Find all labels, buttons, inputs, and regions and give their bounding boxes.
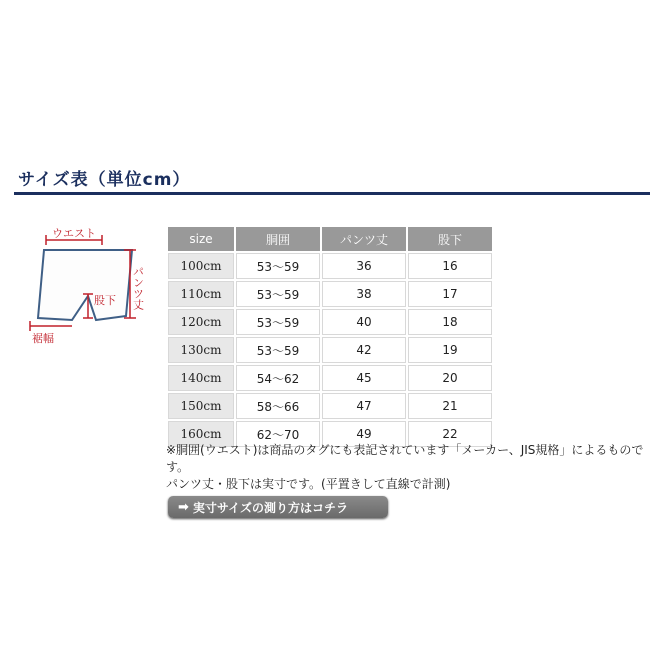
inseam-cell: 22 xyxy=(408,421,492,447)
title-divider xyxy=(14,192,650,195)
measure-guide-label: 実寸サイズの測り方はコチラ xyxy=(192,500,348,515)
size-cell: 120cm xyxy=(168,309,234,335)
table-row xyxy=(168,393,492,419)
size-cell: 110cm xyxy=(168,281,234,307)
size-cell: 150cm xyxy=(168,393,234,419)
size-cell: 100cm xyxy=(168,253,234,279)
inseam-cell: 18 xyxy=(408,309,492,335)
column-header: 胴囲 xyxy=(236,227,320,251)
size-cell: 140cm xyxy=(168,365,234,391)
waist-cell: 53〜59 xyxy=(236,281,320,307)
waist-cell: 53〜59 xyxy=(236,337,320,363)
waist-cell: 58〜66 xyxy=(236,393,320,419)
waist-cell: 53〜59 xyxy=(236,309,320,335)
note-measurement: パンツ丈・股下は実寸です。(平置きして直線で計測) xyxy=(166,477,451,491)
length-cell: 38 xyxy=(322,281,406,307)
inseam-cell: 19 xyxy=(408,337,492,363)
size-cell: 160cm xyxy=(168,421,234,447)
page-title: サイズ表（単位cm） xyxy=(18,170,191,190)
shorts-diagram xyxy=(22,222,162,352)
inseam-cell: 21 xyxy=(408,393,492,419)
length-cell: 49 xyxy=(322,421,406,447)
column-header: パンツ丈 xyxy=(322,227,406,251)
table-row xyxy=(168,337,492,363)
table-row xyxy=(168,281,492,307)
waist-cell: 54〜62 xyxy=(236,365,320,391)
arrow-right-icon: ➡ xyxy=(178,499,189,515)
length-cell: 40 xyxy=(322,309,406,335)
length-label: パンツ丈 xyxy=(131,266,145,310)
hem-dimension xyxy=(30,321,72,331)
column-header: size xyxy=(168,227,234,251)
table-row xyxy=(168,309,492,335)
inseam-label: 股下 xyxy=(94,294,116,307)
inseam-cell: 20 xyxy=(408,365,492,391)
shorts-outline xyxy=(38,250,132,320)
inseam-cell: 17 xyxy=(408,281,492,307)
size-notes xyxy=(166,442,646,493)
length-cell: 36 xyxy=(322,253,406,279)
size-cell: 130cm xyxy=(168,337,234,363)
size-table xyxy=(166,225,494,449)
length-cell: 45 xyxy=(322,365,406,391)
inseam-cell: 16 xyxy=(408,253,492,279)
column-header: 股下 xyxy=(408,227,492,251)
note-waist: ※胴囲(ウエスト)は商品のタグにも表記されています「メーカー、JIS規格」によるものです。 xyxy=(166,443,644,474)
waist-cell: 62〜70 xyxy=(236,421,320,447)
table-header-row xyxy=(168,227,492,251)
table-row xyxy=(168,365,492,391)
length-cell: 42 xyxy=(322,337,406,363)
measure-guide-button[interactable] xyxy=(168,496,388,518)
length-cell: 47 xyxy=(322,393,406,419)
waist-cell: 53〜59 xyxy=(236,253,320,279)
hem-label: 裾幅 xyxy=(32,332,54,345)
waist-label: ウエスト xyxy=(52,227,96,240)
table-row xyxy=(168,253,492,279)
